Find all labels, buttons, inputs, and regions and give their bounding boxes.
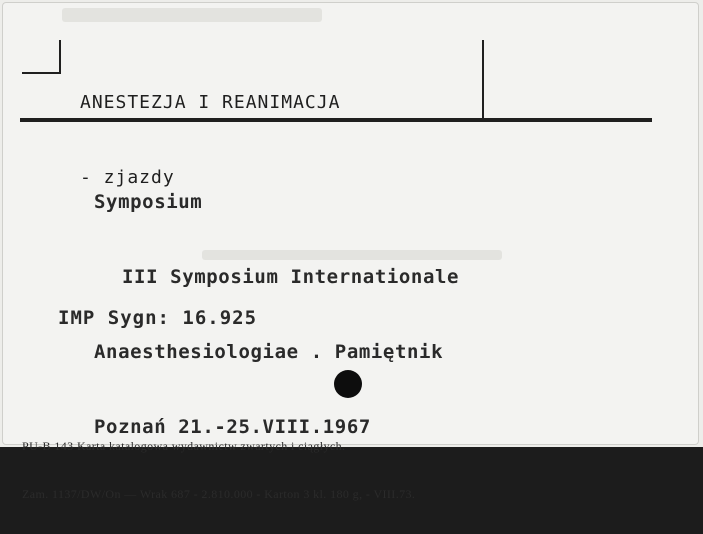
- subject-heading-title: ANESTEZJA I REANIMACJA: [80, 92, 341, 113]
- punch-hole: [334, 370, 362, 398]
- entry-line-3: Anaesthesiologiae . Pamiętnik: [94, 341, 444, 363]
- subject-heading-subtitle: - zjazdy: [80, 167, 175, 188]
- vertical-divider: [482, 40, 484, 118]
- corner-bracket-vertical: [59, 40, 61, 74]
- entry-line-2: III Symposium Internationale: [122, 266, 460, 288]
- card-footer: [22, 406, 415, 534]
- corner-bracket-horizontal: [22, 72, 61, 74]
- footer-line-1: PU-B 143 Karta katalogowa wydawnictw zwartych i ciągłych.: [22, 439, 346, 453]
- shelf-signature: IMP Sygn: 16.925: [58, 307, 258, 329]
- scan-smudge: [62, 8, 322, 22]
- entry-line-1: Symposium: [94, 191, 203, 213]
- catalog-card: [2, 2, 699, 501]
- footer-line-2: Zam. 1137/DW/On — Wrak 687 - 2.810.000 - Karton 3 kl. 180 g, - VIII.73.: [22, 487, 416, 501]
- entry-line-4: Poznań 21.-25.VIII.1967: [94, 416, 371, 438]
